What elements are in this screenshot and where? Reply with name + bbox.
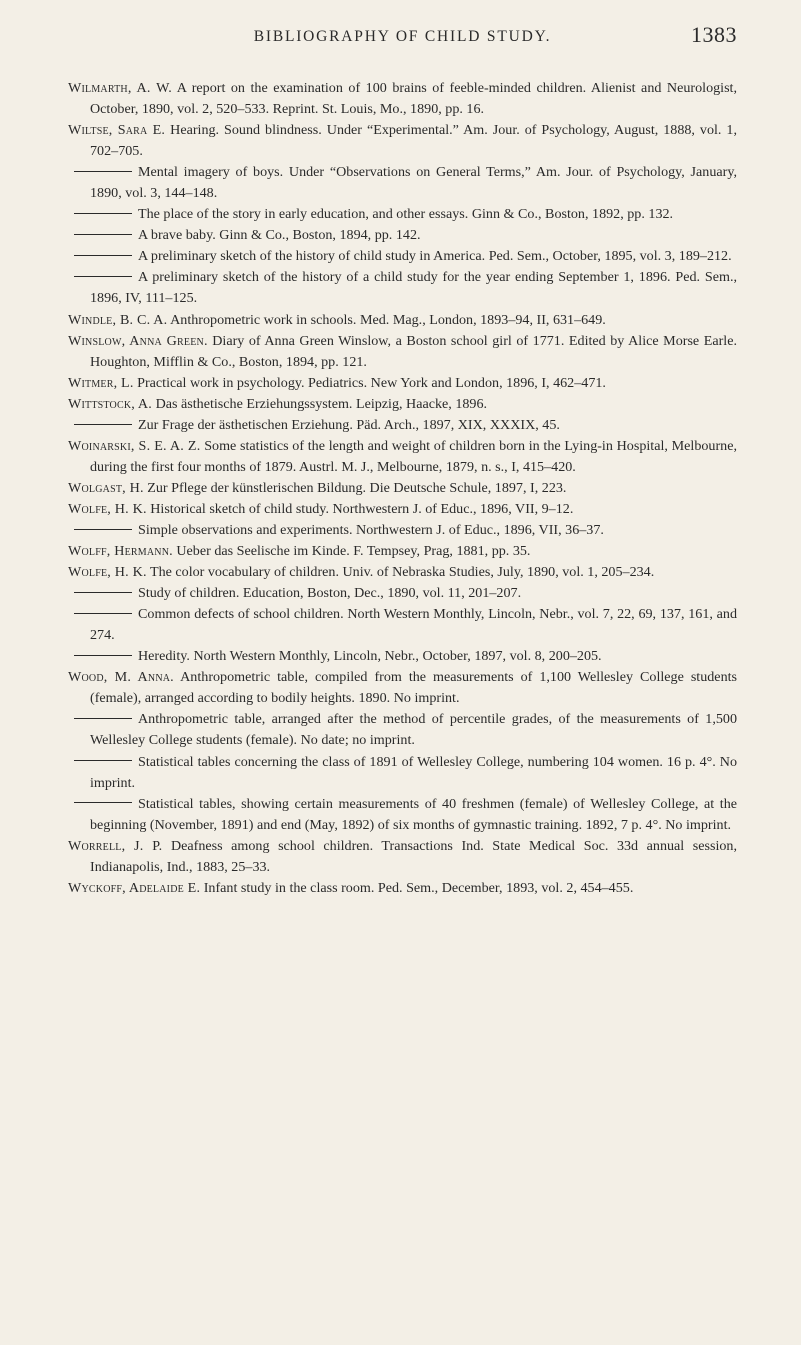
entry-text: Anthropometric table, arranged after the method of percentile grades, of the measurements of 1,500 Wellesley College students (female). No date; no imprint. bbox=[90, 711, 737, 749]
entry-text: Hearing. Sound blindness. Under “Experimental.” Am. Jour. of Psychology, August, 1888, vol. 1, 702–705. bbox=[90, 122, 737, 160]
ditto-rule bbox=[74, 655, 132, 656]
entry-author: Witmer, L. bbox=[68, 374, 134, 391]
bibliography-entries bbox=[68, 78, 737, 899]
ditto-rule bbox=[74, 760, 132, 761]
entry-text: Heredity. North Western Monthly, Lincoln, Nebr., October, 1897, vol. 8, 200–205. bbox=[138, 648, 602, 665]
ditto-rule bbox=[74, 213, 132, 214]
bibliography-entry bbox=[68, 415, 737, 436]
bibliography-entry bbox=[68, 794, 737, 836]
bibliography-entry bbox=[68, 310, 737, 331]
entry-text: A preliminary sketch of the history of child study in America. Ped. Sem., October, 1895, vol. 3, 189–212. bbox=[138, 248, 732, 265]
bibliography-entry bbox=[68, 267, 737, 309]
entry-text: Deafness among school children. Transactions Ind. State Medical Soc. 33d annual session, Indianapolis, Ind., 1883, 25–33. bbox=[90, 837, 737, 875]
bibliography-entry bbox=[68, 78, 737, 120]
entry-text: The color vocabulary of children. Univ. of Nebraska Studies, July, 1890, vol. 1, 205–234. bbox=[149, 564, 655, 581]
bibliography-entry bbox=[68, 478, 737, 499]
bibliography-entry bbox=[68, 373, 737, 394]
entry-author: Wilmarth, A. W. bbox=[68, 80, 173, 96]
bibliography-entry bbox=[68, 394, 737, 415]
ditto-rule bbox=[74, 171, 132, 172]
page-number: 1383 bbox=[691, 22, 737, 47]
entry-text: Statistical tables concerning the class of 1891 of Wellesley College, numbering 104 women. 16 p. 4°. No imprint. bbox=[90, 753, 737, 791]
entry-author: Wittstock, A. bbox=[68, 395, 153, 412]
ditto-rule bbox=[74, 592, 132, 593]
entry-author: Worrell, J. P. bbox=[68, 837, 163, 854]
entry-text: A report on the examination of 100 brains of feeble-minded children. Alienist and Neurologist, October, 1890, vol. 2, 520–533. Reprint. St. Louis, Mo., 1890, pp. 16. bbox=[90, 80, 737, 118]
ditto-rule bbox=[74, 234, 132, 235]
entry-text: Common defects of school children. North Western Monthly, Lincoln, Nebr., vol. 7, 22, 69, 137, 161, and 274. bbox=[90, 606, 737, 644]
entry-text: Historical sketch of child study. Northwestern J. of Educ., 1896, VII, 9–12. bbox=[150, 500, 574, 517]
ditto-rule bbox=[74, 718, 132, 719]
entry-author: Wolfe, H. K. bbox=[68, 564, 147, 581]
ditto-rule bbox=[74, 276, 132, 277]
entry-text: Practical work in psychology. Pediatrics. New York and London, 1896, I, 462–471. bbox=[137, 374, 606, 391]
running-title: BIBLIOGRAPHY OF CHILD STUDY. bbox=[253, 28, 552, 45]
entry-text: Infant study in the class room. Ped. Sem., December, 1893, vol. 2, 454–455. bbox=[203, 879, 634, 896]
entry-author: Wyckoff, Adelaide E. bbox=[68, 879, 201, 896]
bibliography-entry bbox=[68, 520, 737, 541]
entry-text: Das ästhetische Erziehungssystem. Leipzig, Haacke, 1896. bbox=[155, 395, 488, 412]
ditto-rule bbox=[74, 613, 132, 614]
entry-text: A preliminary sketch of the history of a child study for the year ending September 1, 1896. Ped. Sem., 1896, IV, 111–125. bbox=[90, 269, 737, 307]
entry-text: Ueber das Seelische im Kinde. F. Tempsey, Prag, 1881, pp. 35. bbox=[176, 543, 531, 560]
ditto-rule bbox=[74, 802, 132, 803]
bibliography-entry bbox=[68, 878, 737, 899]
bibliography-entry bbox=[68, 836, 737, 878]
entry-author: Windle, B. C. A. bbox=[68, 311, 168, 328]
ditto-rule bbox=[74, 424, 132, 425]
ditto-rule bbox=[74, 529, 132, 530]
entry-author: Woinarski, S. E. A. Z. bbox=[68, 437, 201, 454]
bibliography-entry bbox=[68, 583, 737, 604]
bibliography-entry bbox=[68, 646, 737, 667]
entry-text: Diary of Anna Green Winslow, a Boston school girl of 1771. Edited by Alice Morse Earle. Houghton, Mifflin & Co., Boston, 1894, pp. 121. bbox=[90, 332, 737, 370]
entry-text: Zur Pflege der künstlerischen Bildung. Die Deutsche Schule, 1897, I, 223. bbox=[147, 479, 567, 496]
bibliography-entry bbox=[68, 667, 737, 709]
entry-text: Statistical tables, showing certain measurements of 40 freshmen (female) of Wellesley College, at the beginning (November, 1891) and end (May, 1892) of six months of gymnastic training. 1892, 7 p. 4°. No imprint. bbox=[90, 795, 737, 833]
bibliography-entry bbox=[68, 541, 737, 562]
bibliography-entry bbox=[68, 331, 737, 373]
ditto-rule bbox=[74, 255, 132, 256]
bibliography-entry bbox=[68, 246, 737, 267]
bibliography-entry bbox=[68, 562, 737, 583]
bibliography-entry bbox=[68, 709, 737, 751]
bibliography-entry bbox=[68, 499, 737, 520]
page-header bbox=[68, 22, 737, 64]
bibliography-entry bbox=[68, 225, 737, 246]
bibliography-entry bbox=[68, 752, 737, 794]
bibliography-entry bbox=[68, 436, 737, 478]
entry-author: Wolfe, H. K. bbox=[68, 500, 147, 517]
entry-text: Anthropometric table, compiled from the measurements of 1,100 Wellesley College students (female), arranged according to bodily heights. 1890. No imprint. bbox=[90, 669, 738, 707]
bibliography-entry bbox=[68, 204, 737, 225]
entry-author: Wolgast, H. bbox=[68, 479, 144, 496]
entry-text: Simple observations and experiments. Northwestern J. of Educ., 1896, VII, 36–37. bbox=[138, 521, 604, 538]
entry-text: The place of the story in early education, and other essays. Ginn & Co., Boston, 1892, pp. 132. bbox=[138, 206, 674, 223]
entry-text: Anthropometric work in schools. Med. Mag., London, 1893–94, II, 631–649. bbox=[170, 311, 606, 328]
entry-text: Some statistics of the length and weight of children born in the Lying-in Hospital, Melbourne, during the first four months of 1879. Austrl. M. J., Melbourne, 1879, n. s., I, 415–420. bbox=[90, 437, 737, 475]
entry-author: Winslow, Anna Green. bbox=[68, 332, 208, 349]
entry-text: Study of children. Education, Boston, Dec., 1890, vol. 11, 201–207. bbox=[138, 585, 522, 602]
entry-text: A brave baby. Ginn & Co., Boston, 1894, pp. 142. bbox=[138, 227, 421, 244]
entry-author: Wood, M. Anna. bbox=[68, 669, 174, 686]
bibliography-entry bbox=[68, 604, 737, 646]
bibliography-entry bbox=[68, 162, 737, 204]
entry-text: Zur Frage der ästhetischen Erziehung. Päd. Arch., 1897, XIX, XXXIX, 45. bbox=[138, 416, 560, 433]
entry-text: Mental imagery of boys. Under “Observations on General Terms,” Am. Jour. of Psychology, January, 1890, vol. 3, 144–148. bbox=[90, 164, 737, 202]
entry-author: Wiltse, Sara E. bbox=[68, 122, 166, 139]
entry-author: Wolff, Hermann. bbox=[68, 543, 173, 560]
bibliography-entry bbox=[68, 120, 737, 162]
